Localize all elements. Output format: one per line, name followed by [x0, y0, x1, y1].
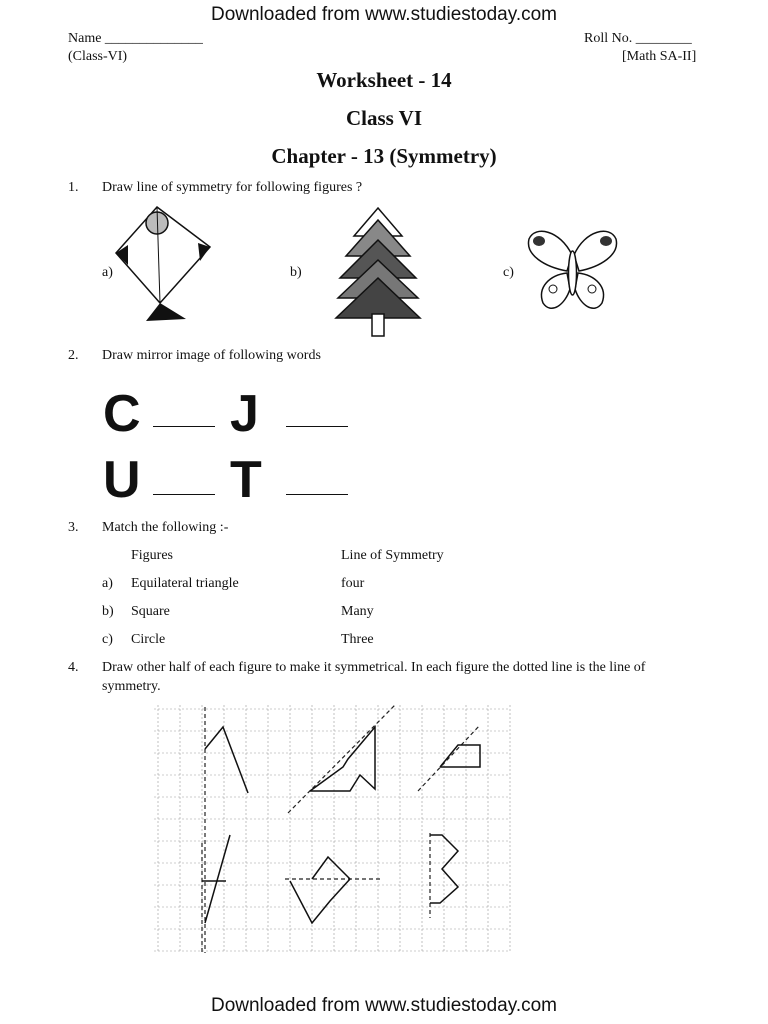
match-row-symmetry: four [341, 576, 365, 591]
worksheet-title: Worksheet - 14 [316, 68, 452, 92]
q2-text: Draw mirror image of following words [102, 348, 321, 363]
q3-text: Match the following :- [102, 520, 229, 535]
match-row-figure: Equilateral triangle [131, 576, 239, 591]
chapter-title: Chapter - 13 (Symmetry) [271, 144, 497, 168]
q1-number: 1. [68, 180, 79, 195]
q3-number: 3. [68, 520, 79, 535]
match-row-symmetry: Many [341, 604, 374, 619]
subject-label: [Math SA-II] [622, 49, 697, 64]
answer-blank-c[interactable] [153, 426, 215, 427]
q1-label-c: c) [503, 265, 514, 280]
download-banner-top: Downloaded from www.studiestoday.com [210, 4, 558, 25]
answer-blank-j[interactable] [286, 426, 348, 427]
letter-j: J [230, 385, 259, 443]
symmetry-grid [150, 703, 515, 958]
match-row-symmetry: Three [341, 632, 374, 647]
match-row-label: c) [102, 632, 113, 647]
q4-number: 4. [68, 660, 79, 675]
name-field-label: Name ______________ [68, 31, 203, 46]
kite-figure [110, 205, 220, 325]
q4-text-line2: symmetry. [102, 679, 161, 694]
answer-blank-t[interactable] [286, 494, 348, 495]
figures-column-header: Figures [131, 548, 173, 563]
q2-number: 2. [68, 348, 79, 363]
download-banner-bottom: Downloaded from www.studiestoday.com [210, 995, 558, 1016]
q1-label-b: b) [290, 265, 302, 280]
q1-text: Draw line of symmetry for following figures ? [102, 180, 363, 195]
roll-number-label: Roll No. ________ [584, 31, 692, 46]
letter-u: U [103, 451, 141, 509]
q4-text-line1: Draw other half of each figure to make it symmetrical. In each figure the dotted line is the line of [102, 660, 646, 675]
letter-c: C [103, 385, 141, 443]
q1-label-a: a) [102, 265, 113, 280]
match-row-label: a) [102, 576, 113, 591]
class-label: (Class-VI) [68, 49, 128, 64]
tree-figure [332, 206, 424, 338]
letter-t: T [230, 451, 262, 509]
symmetry-column-header: Line of Symmetry [341, 548, 444, 563]
match-row-figure: Square [131, 604, 170, 619]
butterfly-figure [525, 225, 620, 320]
class-title: Class VI [345, 106, 423, 130]
match-row-figure: Circle [131, 632, 166, 647]
match-row-label: b) [102, 604, 114, 619]
answer-blank-u[interactable] [153, 494, 215, 495]
